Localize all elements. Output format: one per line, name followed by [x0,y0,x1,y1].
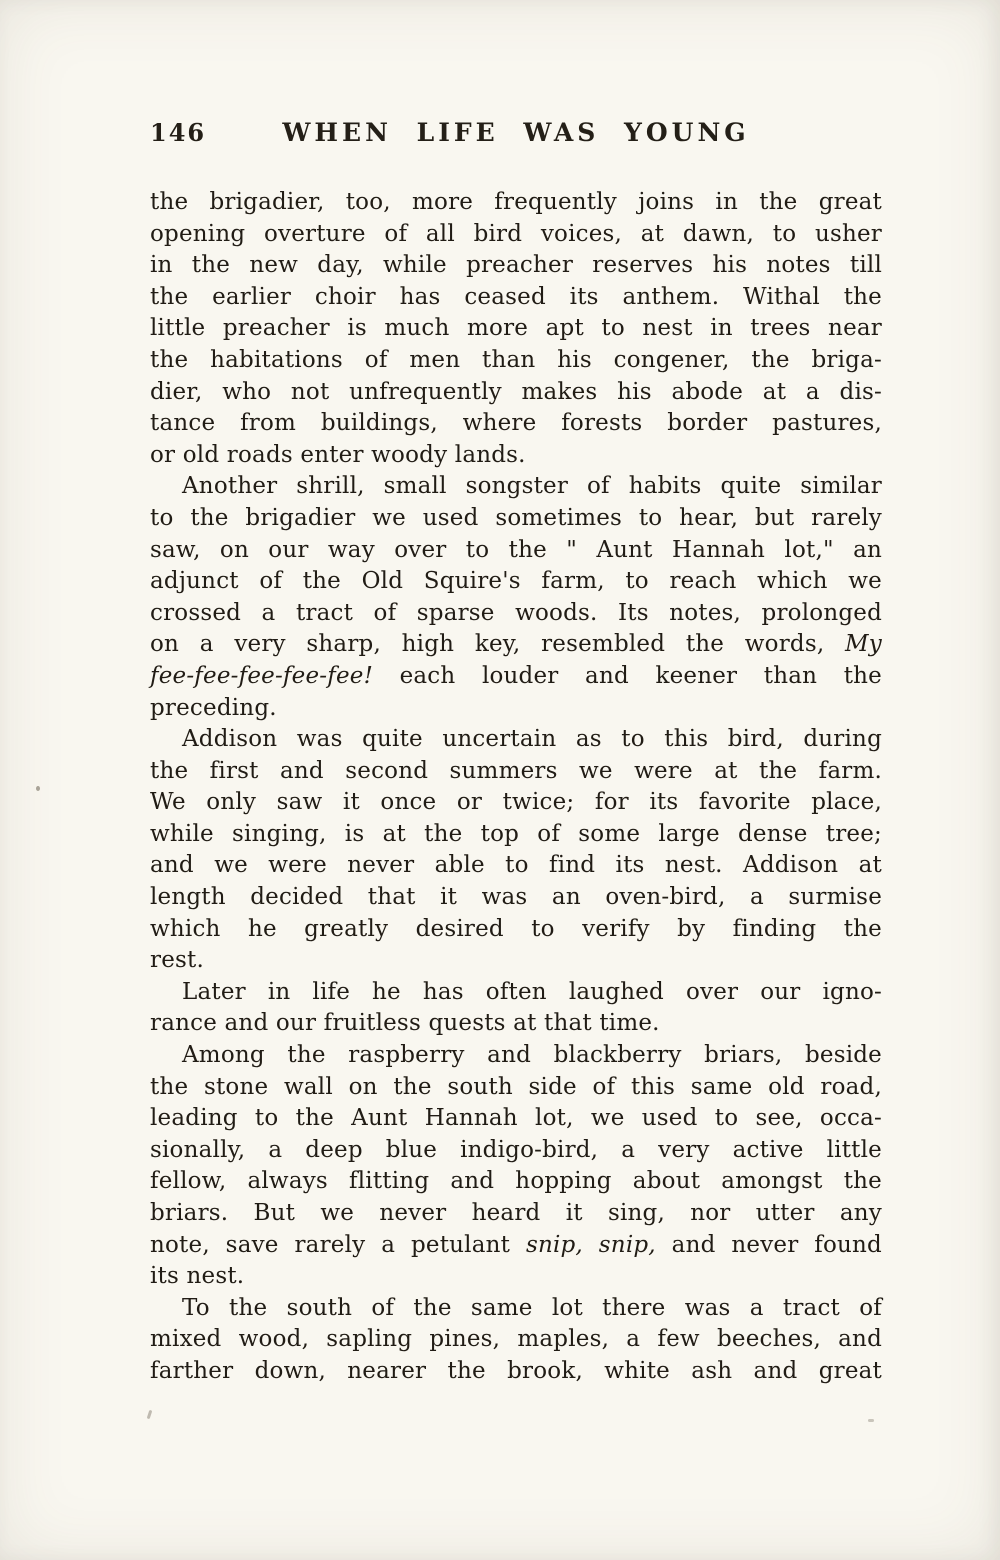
text-segment: dier, who not unfrequently makes his abode at a dis- [150,378,882,405]
text-line [150,1040,882,1072]
paragraph [150,724,882,977]
text-line [150,377,882,409]
text-line [150,345,882,377]
text-line [150,787,882,819]
text-segment: while singing, is at the top of some large dense tree; [150,820,882,847]
text-segment: and we were never able to find its nest. Addison at [150,852,882,879]
text-segment: in the new day, while preacher reserves his notes till [150,252,882,279]
text-segment: mixed wood, sapling pines, maples, a few beeches, and [150,1326,882,1353]
text-segment: Among the raspberry and blackberry briars, beside [182,1042,882,1069]
text-line [150,819,882,851]
text-line [150,629,882,661]
text-line [150,471,882,503]
text-line [150,187,882,219]
text-line [150,914,882,946]
text-line [150,1230,882,1262]
text-line [150,503,882,535]
text-segment: leading to the Aunt Hannah lot, we used to see, occa- [150,1105,882,1132]
text-segment: and never found [655,1231,882,1258]
text-line [150,1166,882,1198]
text-segment: fellow, always flitting and hopping about amongst the [150,1168,882,1195]
text-line [150,250,882,282]
text-line [150,693,882,725]
running-title: WHEN LIFE WAS YOUNG [282,118,750,147]
text-segment: each louder and keener than the [373,662,882,689]
text-line [150,282,882,314]
text-segment: saw, on our way over to the " Aunt Hannah lot," an [150,536,882,563]
text-line [150,535,882,567]
text-segment: rance and our fruitless quests at that time. [150,1010,660,1037]
text-segment: or old roads enter woody lands. [150,441,526,468]
text-line [150,1356,882,1388]
text-segment: which he greatly desired to verify by finding the [150,915,882,942]
paragraph [150,977,882,1040]
text-segment: adjunct of the Old Squire's farm, to reach which we [150,568,882,595]
text-segment: the earlier choir has ceased its anthem. Withal the [150,283,882,310]
text-segment: sionally, a deep blue indigo-bird, a very active little [150,1136,882,1163]
text-line [150,219,882,251]
text-line [150,756,882,788]
text-line [150,1135,882,1167]
text-line [150,1103,882,1135]
text-segment: note, save rarely a petulant [150,1231,526,1258]
text-line [150,661,882,693]
text-line [150,313,882,345]
text-line [150,945,882,977]
text-segment: Later in life he has often laughed over our igno- [182,978,882,1005]
text-line [150,1293,882,1325]
text-segment: Addison was quite uncertain as to this bird, during [182,726,882,753]
paragraph [150,1293,882,1388]
text-segment: We only saw it once or twice; for its favorite place, [150,789,882,816]
paragraph [150,187,882,471]
text-line [150,1198,882,1230]
text-segment: the stone wall on the south side of this same old road, [150,1073,882,1100]
text-segment: the first and second summers we were at the farm. [150,757,882,784]
text-segment: the habitations of men than his congener, the briga- [150,346,882,373]
text-segment: to the brigadier we used sometimes to hear, but rarely [150,504,882,531]
paragraph [150,471,882,724]
text-line [150,1008,882,1040]
paragraph [150,1040,882,1293]
text-segment: farther down, nearer the brook, white ash and great [150,1357,882,1384]
text-line [150,598,882,630]
scan-artifact [868,1419,874,1422]
text-segment: tance from buildings, where forests border pastures, [150,410,882,437]
page-header [150,0,882,147]
scan-artifact [147,1410,153,1419]
text-line [150,977,882,1009]
text-segment: preceding. [150,694,277,721]
text-segment: length decided that it was an oven-bird, a surmise [150,884,882,911]
text-line [150,724,882,756]
text-line [150,1324,882,1356]
text-segment: Another shrill, small songster of habits quite similar [182,473,882,500]
text-segment: crossed a tract of sparse woods. Its notes, prolonged [150,599,882,626]
text-segment: briars. But we never heard it sing, nor utter any [150,1200,882,1226]
text-block [150,187,882,1388]
text-line [150,1261,882,1293]
page-number: 146 [150,118,207,147]
italic-text: fee-fee-fee-fee-fee! [150,662,374,689]
text-segment: opening overture of all bird voices, at dawn, to usher [150,220,882,247]
text-line [150,566,882,598]
text-line [150,408,882,440]
text-line [150,882,882,914]
text-segment: little preacher is much more apt to nest in trees near [150,315,882,342]
text-segment: on a very sharp, high key, resembled the words, [150,631,846,658]
text-segment: the brigadier, too, more frequently joins in the great [150,189,882,215]
text-line [150,440,882,472]
text-segment: rest. [150,947,204,974]
text-line [150,1072,882,1104]
scan-artifact [36,786,40,791]
text-segment: its nest. [150,1263,245,1290]
text-line [150,850,882,882]
italic-text: snip, snip, [525,1231,656,1258]
text-segment: To the south of the same lot there was a tract of [182,1294,882,1321]
italic-text: My [845,631,882,658]
